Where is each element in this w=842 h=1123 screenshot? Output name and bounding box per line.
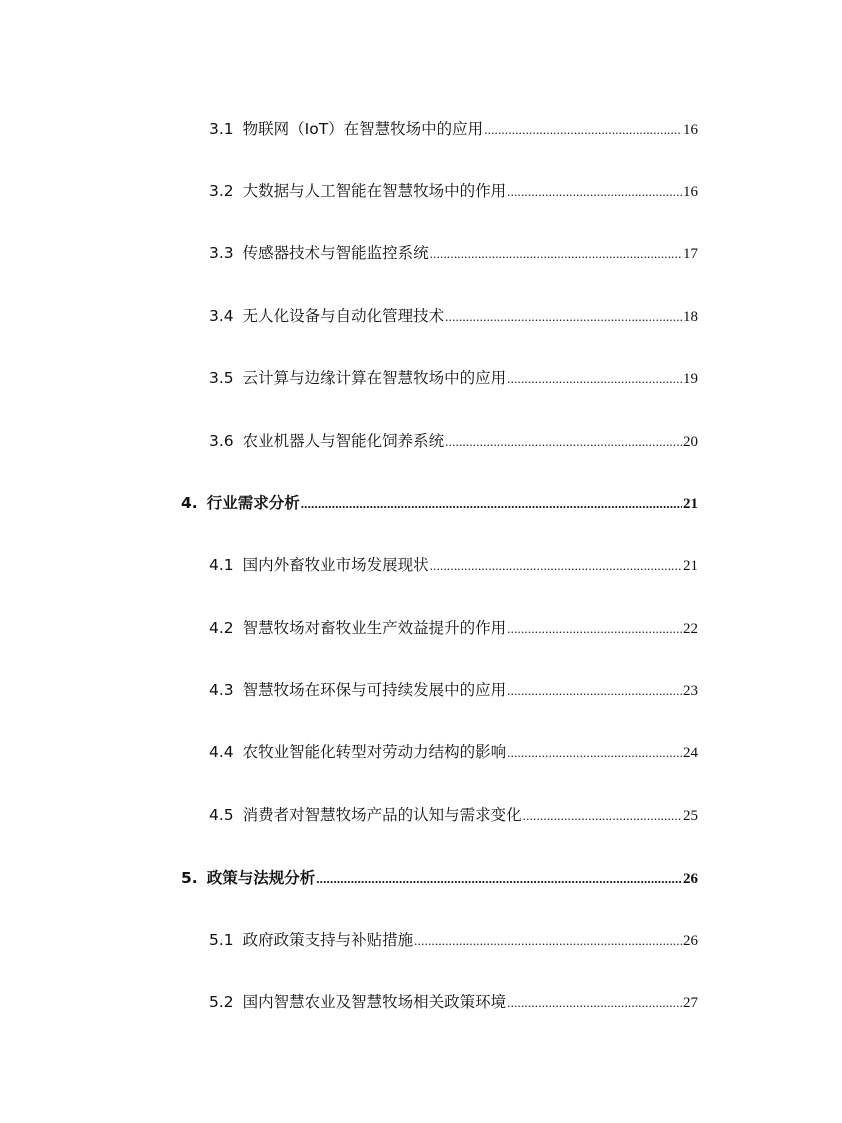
toc-entry-title: 国内智慧农业及智慧牧场相关政策环境: [242, 993, 507, 1011]
toc-entry-number: 3.1: [209, 120, 234, 138]
toc-entry-page: 25: [683, 808, 698, 824]
toc-entry-4-5[interactable]: [209, 803, 698, 827]
toc-dot-leader: [430, 242, 682, 266]
toc-entry-page: 21: [683, 558, 698, 574]
toc-entry-number: 3.4: [209, 307, 234, 325]
toc-entry-5-2[interactable]: [209, 990, 698, 1014]
toc-entry-title: 物联网（IoT）在智慧牧场中的应用: [242, 120, 484, 138]
toc-entry-page: 18: [683, 309, 698, 325]
toc-entry-number: 4.: [181, 494, 198, 512]
toc-entry-number: 5.1: [209, 931, 234, 949]
toc-entry-4[interactable]: [181, 491, 698, 515]
toc-entry-page: 20: [683, 434, 698, 450]
toc-entry-5[interactable]: [181, 866, 698, 890]
toc-entry-number: 4.3: [209, 681, 234, 699]
toc-entry-title: 智慧牧场对畜牧业生产效益提升的作用: [242, 619, 507, 637]
toc-entry-3-1[interactable]: [209, 117, 698, 141]
toc-entry-number: 3.6: [209, 432, 234, 450]
toc-entry-5-1[interactable]: [209, 928, 698, 952]
toc-entry-number: 4.2: [209, 619, 234, 637]
toc-entry-page: 17: [683, 246, 698, 262]
toc-dot-leader: [445, 430, 682, 454]
toc-dot-leader: [523, 804, 682, 828]
toc-entry-page: 16: [683, 184, 698, 200]
toc-dot-leader: [507, 679, 682, 703]
toc-entry-title: 智慧牧场在环保与可持续发展中的应用: [242, 681, 507, 699]
toc-entry-number: 5.2: [209, 993, 234, 1011]
toc-dot-leader: [507, 367, 682, 391]
toc-dot-leader: [445, 305, 682, 329]
toc-entry-number: 4.4: [209, 743, 234, 761]
toc-entry-number: 3.2: [209, 182, 234, 200]
toc-dot-leader: [430, 554, 682, 578]
toc-dot-leader: [507, 991, 682, 1015]
toc-entry-title: 传感器技术与智能监控系统: [242, 244, 429, 262]
toc-dot-leader: [316, 867, 682, 891]
toc-entry-page: 24: [683, 745, 698, 761]
toc-entry-title: 农牧业智能化转型对劳动力结构的影响: [242, 743, 507, 761]
toc-entry-page: 19: [683, 371, 698, 387]
toc-entry-number: 4.1: [209, 556, 234, 574]
toc-entry-3-5[interactable]: [209, 366, 698, 390]
toc-entry-3-2[interactable]: [209, 179, 698, 203]
toc-entry-title: 农业机器人与智能化饲养系统: [242, 432, 445, 450]
toc-dot-leader: [507, 180, 682, 204]
toc-entry-title: 行业需求分析: [206, 494, 300, 512]
toc-entry-page: 23: [683, 683, 698, 699]
toc-entry-page: 26: [683, 871, 698, 887]
toc-entry-title: 消费者对智慧牧场产品的认知与需求变化: [242, 806, 522, 824]
toc-entry-page: 22: [683, 621, 698, 637]
toc-entry-title: 大数据与人工智能在智慧牧场中的作用: [242, 182, 507, 200]
toc-entry-number: 3.3: [209, 244, 234, 262]
toc-entry-title: 无人化设备与自动化管理技术: [242, 307, 445, 325]
toc-entry-3-4[interactable]: [209, 304, 698, 328]
toc-entry-4-2[interactable]: [209, 616, 698, 640]
toc-entry-title: 政策与法规分析: [206, 869, 316, 887]
toc-entry-page: 27: [683, 995, 698, 1011]
toc-entry-title: 国内外畜牧业市场发展现状: [242, 556, 429, 574]
toc-dot-leader: [301, 492, 682, 516]
toc-entry-3-6[interactable]: [209, 429, 698, 453]
toc-dot-leader: [484, 118, 682, 142]
toc-entry-title: 政府政策支持与补贴措施: [242, 931, 414, 949]
toc-entry-number: 5.: [181, 869, 198, 887]
toc-entry-4-4[interactable]: [209, 740, 698, 764]
toc-entry-4-3[interactable]: [209, 678, 698, 702]
toc-dot-leader: [414, 929, 682, 953]
toc-entry-title: 云计算与边缘计算在智慧牧场中的应用: [242, 369, 507, 387]
toc-entry-3-3[interactable]: [209, 241, 698, 265]
toc-dot-leader: [507, 617, 682, 641]
toc-entry-page: 16: [683, 122, 698, 138]
toc-entry-page: 21: [683, 496, 698, 512]
toc-entry-4-1[interactable]: [209, 553, 698, 577]
toc-entry-number: 4.5: [209, 806, 234, 824]
toc-dot-leader: [507, 741, 682, 765]
toc-entry-number: 3.5: [209, 369, 234, 387]
toc-entry-page: 26: [683, 933, 698, 949]
